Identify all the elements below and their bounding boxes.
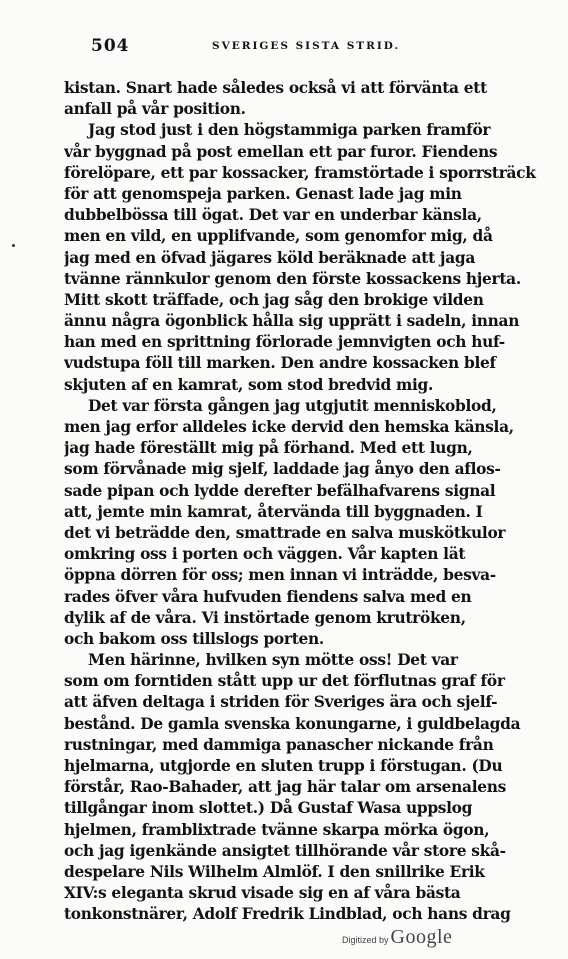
text-line: ännu några ögonblick hålla sig upprätt i sadeln, innan: [64, 312, 520, 331]
google-logo: Google: [390, 926, 453, 948]
text-line: förstår, Rao-Bahader, att jag här talar om arsenalens: [64, 778, 507, 797]
text-line: och jag igenkände ansigtet tillhörande vår store skå-: [64, 841, 506, 860]
text-line: Jag stod just i den högstammiga parken framför: [88, 121, 491, 140]
text-line: XIV:s eleganta skrud visade sig en af våra bästa: [64, 884, 461, 903]
page-number: 504: [91, 36, 130, 56]
text-line: vudstupa föll till marken. Den andre kossacken blef: [64, 354, 496, 373]
text-line: skjuten af en kamrat, som stod bredvid mig.: [64, 375, 434, 394]
digitized-by-label: Digitized by: [342, 935, 389, 945]
text-line: Det var första gången jag utgjutit menniskoblod,: [88, 396, 497, 415]
scan-speck: [12, 244, 15, 247]
text-line: rades öfver våra hufvuden fiendens salva med en: [64, 587, 472, 606]
text-line: att äfven deltaga i striden för Sveriges ära och sjelf-: [64, 693, 498, 712]
text-line: men en vild, en upplifvande, som genomfor mig, då: [64, 227, 493, 246]
text-line: för att genomspeja parken. Genast lade jag min: [64, 184, 462, 203]
text-line: det vi beträdde den, smattrade en salva muskötkulor: [64, 523, 506, 542]
text-line: som om forntiden stått upp ur det förflutnas graf för: [64, 672, 505, 691]
digitized-by-google-watermark: [342, 926, 452, 949]
text-line: att, jemte min kamrat, återvända till byggnaden. I: [64, 502, 483, 521]
text-line: dylik af de våra. Vi instörtade genom krutröken,: [64, 608, 466, 627]
text-line: jag med en öfvad jägares köld beräknade att jaga: [64, 248, 476, 267]
text-line: omkring oss i porten och väggen. Vår kapten lät: [64, 545, 466, 564]
text-line: som förvånade mig sjelf, laddade jag ånyo den aflos-: [64, 460, 501, 479]
text-line: despelare Nils Wilhelm Almlöf. I den snillrike Erik: [64, 862, 485, 881]
text-line: dubbelbössa till ögat. Det var en underbar känsla,: [64, 206, 482, 225]
text-line: Men härinne, hvilken syn mötte oss! Det var: [88, 651, 458, 670]
text-line: förelöpare, ett par kossacker, framstörtade i sporrsträck: [64, 163, 536, 182]
text-line: tillgångar inom slottet.) Då Gustaf Wasa uppslog: [64, 799, 473, 818]
text-line: rustningar, med dammiga panascher nickande från: [64, 735, 494, 754]
text-line: öppna dörren för oss; men innan vi inträdde, besva-: [64, 566, 496, 585]
text-line: tvänne rännkulor genom den förste kossackens hjerta.: [64, 269, 521, 288]
text-line: Mitt skott träffade, och jag såg den brokige vilden: [64, 290, 484, 309]
text-line: jag hade föreställt mig på förhand. Med ett lugn,: [64, 439, 473, 458]
running-title: SVERIGES SISTA STRID.: [212, 40, 401, 52]
text-line: sade pipan och lydde derefter befälhafvarens signal: [64, 481, 496, 500]
text-line: tonkonstnärer, Adolf Fredrik Lindblad, och hans drag: [64, 905, 511, 924]
text-line: och bakom oss tillslogs porten.: [64, 629, 324, 648]
text-line: kistan. Snart hade således också vi att förvänta ett: [64, 79, 487, 97]
text-line: men jag erfor alldeles icke dervid den hemska känsla,: [64, 418, 514, 436]
text-line: hjelmen, framblixtrade tvänne skarpa mörka ögon,: [64, 820, 490, 839]
text-line: anfall på vår position.: [64, 100, 246, 119]
body-text: [64, 78, 540, 926]
text-line: hjelmarna, utgjorde en sluten trupp i förstugan. (Du: [64, 757, 503, 775]
text-line: han med en sprittning förlorade jemnvigten och huf-: [64, 333, 505, 352]
text-line: bestånd. De gamla svenska konungarne, i guldbelagda: [64, 714, 521, 733]
text-line: vår byggnad på post emellan ett par furor. Fiendens: [64, 142, 498, 161]
